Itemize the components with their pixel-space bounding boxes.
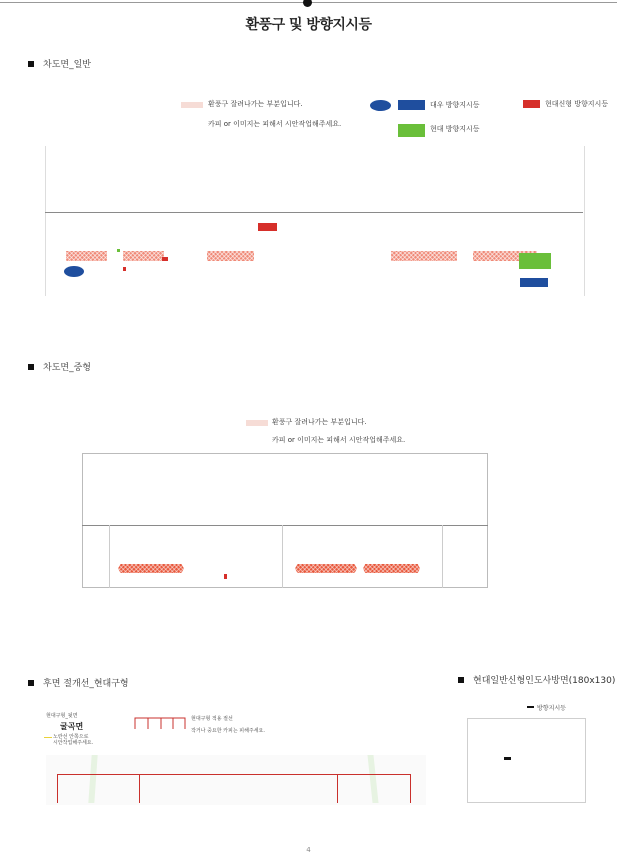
- top-turn-signal: [258, 223, 277, 231]
- legend-red-rect: [523, 100, 540, 108]
- cut-line-vertical: [139, 774, 140, 803]
- square-bullet-icon: [28, 680, 34, 686]
- vent-bar: [295, 564, 357, 573]
- vent-cut-note: 환풍구 잘려나가는 부분입니다.: [272, 418, 367, 426]
- legend-hyundai-label: 현대 방향지시등: [430, 125, 480, 133]
- section-label: 현대일반신형인도사방면(180x130): [473, 676, 616, 686]
- yellow-line-swatch: [44, 737, 52, 738]
- cut-line-vertical: [337, 774, 338, 803]
- rear-left-note-2: 시안작업해주세요.: [53, 740, 94, 746]
- section-label: 차도면_중형: [43, 363, 91, 373]
- copy-avoid-note: 카피 or 이미지는 피해서 시안작업해주세요.: [272, 436, 406, 444]
- rear-heading: 굴곡면: [60, 722, 84, 731]
- square-bullet-icon: [458, 677, 464, 683]
- legend-green-rect: [398, 124, 425, 137]
- square-bullet-icon: [28, 61, 34, 67]
- small-red-marker: [224, 574, 227, 579]
- top-dot-marker: [303, 0, 312, 7]
- middle-vertical-guide: [442, 525, 443, 588]
- vent-cut-swatch: [246, 420, 268, 426]
- hyundai-green-signal: [519, 253, 551, 269]
- turn-signal-swatch: [527, 706, 534, 708]
- section-label: 후면 절개선_현대구형: [43, 679, 129, 689]
- cut-bracket-icon: [134, 716, 186, 730]
- rear-bracket-note-1: 현대구형 적용 절선: [191, 716, 233, 722]
- small-green-marker: [117, 249, 120, 252]
- legend-blue-oval: [370, 100, 391, 111]
- section-heading-rear: [28, 676, 129, 689]
- rear-bracket-note-2: 작거나 중요한 카피는 피해주세요.: [191, 728, 265, 734]
- vent-cut-note: 환풍구 잘려나가는 부분입니다.: [208, 100, 303, 108]
- cut-line-vertical: [410, 774, 411, 803]
- daewoo-oval-signal: [64, 266, 84, 277]
- cut-line-vertical: [57, 774, 58, 803]
- vent-bar: [391, 251, 457, 261]
- square-bullet-icon: [28, 364, 34, 370]
- vent-bar: [363, 564, 420, 573]
- daewoo-rect-signal: [520, 278, 548, 287]
- cut-line-horizontal: [57, 774, 411, 775]
- legend-daewoo-label: 대우 방향지시등: [430, 101, 480, 109]
- rear-small-caption: 현대구형_뒷면: [46, 713, 78, 719]
- legend-hyundai-new-label: 현대신형 방향지시등: [545, 100, 609, 108]
- section-heading-general: [28, 57, 91, 70]
- general-diagram-frame: [45, 146, 585, 296]
- middle-vertical-guide: [109, 525, 110, 588]
- section-heading-hyundai-light: [458, 673, 615, 686]
- rear-left-note-1: 노란선 안쪽으로: [53, 734, 89, 740]
- section-label: 차도면_일반: [43, 60, 91, 70]
- vent-bar: [123, 251, 164, 261]
- vent-bar: [66, 251, 107, 261]
- page-number: 4: [306, 846, 311, 854]
- vent-bar: [118, 564, 184, 573]
- small-red-marker: [123, 267, 126, 271]
- middle-vertical-guide: [282, 525, 283, 588]
- hyundai-light-panel: [467, 718, 586, 803]
- vent-bar: [207, 251, 254, 261]
- copy-avoid-note: 카피 or 이미지는 피해서 시안작업해주세요.: [208, 120, 342, 128]
- middle-divider-line: [82, 525, 488, 526]
- legend-blue-rect: [398, 100, 425, 110]
- vent-cut-swatch: [181, 102, 203, 108]
- turn-signal-mark: [504, 757, 511, 760]
- general-divider-line: [45, 212, 583, 213]
- section-heading-middle: [28, 360, 91, 373]
- page-title: 환풍구 및 방향지시등: [245, 17, 372, 33]
- small-red-marker: [162, 257, 168, 261]
- turn-signal-legend-label: 방향지시등: [537, 705, 566, 712]
